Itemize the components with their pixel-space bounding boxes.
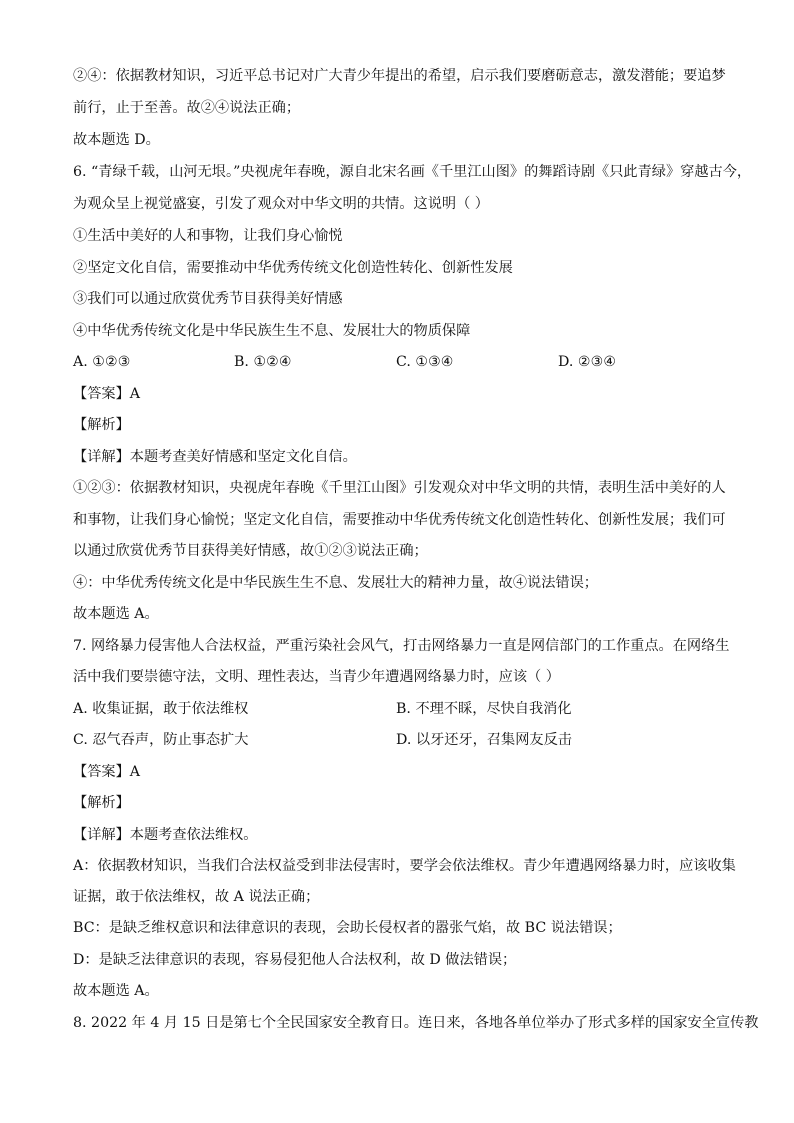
answer-label: 【答案】A [73,386,140,402]
q7-option-d: D. 以牙还牙，召集网友反击 [396,732,572,748]
text-line: 以通过欣赏优秀节目获得美好情感，故①②③说法正确； [73,543,428,559]
detail-line: 【详解】本题考查依法维权。 [73,827,258,843]
statement-4: ④中华优秀传统文化是中华民族生生不息、发展壮大的物质保障 [73,323,471,339]
statement-2: ②坚定文化自信，需要推动中华优秀传统文化创造性转化、创新性发展 [73,260,513,276]
analysis-label: 【解析】 [73,795,130,811]
text-line: 前行，止于至善。故②④说法正确； [73,100,301,116]
statement-3: ③我们可以通过欣赏优秀节目获得美好情感 [73,291,343,307]
detail-line: 【详解】本题考查美好情感和坚定文化自信。 [73,449,357,465]
text-line: 故本题选 D。 [73,132,160,148]
text-line: 和事物，让我们身心愉悦；坚定文化自信，需要推动中华优秀传统文化创造性转化、创新性发展；我们可 [73,512,726,528]
q6-option-d: D. ②③④ [558,354,617,370]
q6-option-a: A. ①②③ [73,354,131,370]
text-line: A：依据教材知识，当我们合法权益受到非法侵害时，要学会依法维权。青少年遭遇网络暴力时，应该收集 [73,858,736,874]
text-line: ②④：依据教材知识，习近平总书记对广大青少年提出的希望，启示我们要磨砺意志，激发潜能；要追梦 [73,68,726,84]
q6-option-b: B. ①②④ [234,354,292,370]
question-6-stem: 为观众呈上视觉盛宴，引发了观众对中华文明的共情。这说明（ ） [73,196,489,212]
question-7-stem: 活中我们要崇德守法，文明、理性表达，当青少年遭遇网络暴力时，应该（ ） [73,669,560,685]
text-line: 故本题选 A。 [73,983,159,999]
q7-option-c: C. 忍气吞声，防止事态扩大 [73,732,249,748]
text-line: D：是缺乏法律意识的表现，容易侵犯他人合法权利，故 D 做法错误； [73,952,517,968]
question-8-stem: 8. 2022 年 4 月 15 日是第七个全民国家安全教育日。连日来，各地各单位举办了形式多样的国家安全宣传教 [73,1015,759,1031]
q7-option-b: B. 不理不睬，尽快自我消化 [396,701,572,717]
statement-1: ①生活中美好的人和事物，让我们身心愉悦 [73,228,343,244]
answer-label: 【答案】A [73,764,140,780]
text-line: BC：是缺乏维权意识和法律意识的表现，会助长侵权者的嚣张气焰，故 BC 说法错误； [73,920,622,936]
q7-option-a: A. 收集证据，敢于依法维权 [73,701,249,717]
analysis-label: 【解析】 [73,417,130,433]
text-line: ④：中华优秀传统文化是中华民族生生不息、发展壮大的精神力量，故④说法错误； [73,575,598,591]
question-7-stem: 7. 网络暴力侵害他人合法权益，严重污染社会风气，打击网络暴力一直是网信部门的工作重点。在网络生 [73,638,730,654]
text-line: ①②③：依据教材知识，央视虎年春晚《千里江山图》引发观众对中华文明的共情，表明生活中美好的人 [73,480,726,496]
q6-option-c: C. ①③④ [396,354,454,370]
text-line: 证据，敢于依法维权，故 A 说法正确； [73,889,320,905]
text-line: 故本题选 A。 [73,606,159,622]
question-6-stem: 6. “青绿千载，山河无垠。”央视虎年春晚，源自北宋名画《千里江山图》的舞蹈诗剧《只此青绿》穿越古今， [73,164,752,180]
